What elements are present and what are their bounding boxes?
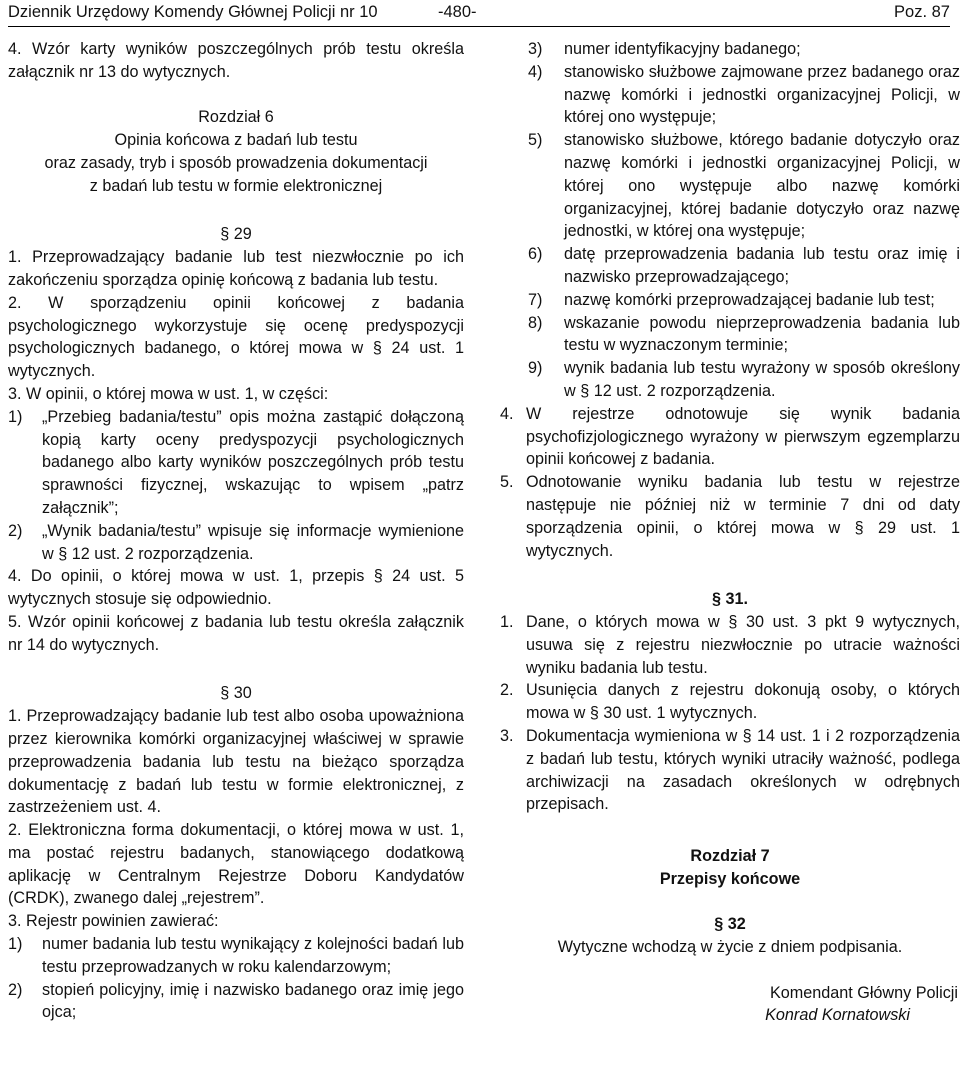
- list-item: 7) nazwę komórki przeprowadzającej badanie lub test;: [528, 290, 935, 309]
- page-number: -480-: [438, 3, 477, 21]
- paragraph: 5. Wzór opinii końcowej z badania lub testu określa załącznik nr 14 do wytycznych.: [8, 612, 464, 654]
- chapter-subtitle: Przepisy końcowe: [659, 869, 801, 888]
- journal-title: Dziennik Urzędowy Komendy Głównej Policji nr 10: [8, 3, 378, 21]
- paragraph: 2. Usunięcia danych z rejestru dokonują osoby, o których mowa w § 30 ust. 1 wytycznych.: [500, 681, 960, 723]
- list-item: 2) stopień policyjny, imię i nazwisko badanego oraz imię jego ojca;: [8, 980, 464, 1022]
- page-header: [8, 0, 950, 27]
- paragraph: 4. W rejestrze odnotowuje się wynik badania psychofizjologicznego wyrażony w pierwszym egzemplarzu opinii końcowej z badania.: [500, 404, 960, 469]
- section-heading: § 32: [714, 915, 746, 934]
- paragraph: 1. Przeprowadzający badanie lub test niezwłocznie po ich zakończeniu sporządza opinię końcową z badania lub testu.: [8, 248, 464, 289]
- paragraph: 4. Wzór karty wyników poszczególnych prób testu określa załącznik nr 13 do wytycznych.: [8, 40, 464, 81]
- paragraph: 3. Dokumentacja wymieniona w § 14 ust. 1 i 2 rozporządzenia z badań lub testu, których wyniki utraciły ważność, podlega archiwizacji na zasadach określonych w odrębnych przepisach.: [500, 726, 960, 814]
- chapter-subtitle: z badań lub testu w formie elektronicznej: [89, 176, 383, 195]
- right-column: [500, 38, 960, 1027]
- paragraph: 1. Przeprowadzający badanie lub test albo osoba upoważniona przez kierownika komórki organizacyjnej właściwej w sprawie przeprowadzenia badania lub testu na bieżąco sporządza dokumentację z badań lub testu w formie elektronicznej, z zastrzeżeniem ust. 4.: [8, 707, 464, 817]
- list-item: 1) „Przebieg badania/testu” opis można zastąpić dołączoną kopią karty oceny predyspozycji psychologicznych badanego albo karty wyników poszczególnych prób testu sprawności fizycznej, wskazując to wpisem „patrz załącznik”;: [8, 407, 464, 517]
- paragraph: 3. Rejestr powinien zawierać:: [8, 912, 219, 931]
- section-heading: § 31.: [711, 590, 748, 609]
- list-item: 8) wskazanie powodu nieprzeprowadzenia badania lub testu w wyznaczonym terminie;: [528, 313, 960, 355]
- list-item: 4) stanowisko służbowe zajmowane przez badanego oraz nazwę komórki i jednostki organizacyjnej Policji, w której ono występuje;: [528, 62, 960, 127]
- section-heading: § 29: [220, 225, 252, 244]
- paragraph: 2. Elektroniczna forma dokumentacji, o której mowa w ust. 1, ma postać rejestru badanych, stanowiącego dodatkową aplikację w Centralnym Rejestrze Doboru Kandydatów (CRDK), zwanego dalej „rejestrem”.: [8, 821, 464, 908]
- paragraph: 4. Do opinii, o której mowa w ust. 1, przepis § 24 ust. 5 wytycznych stosuje się odpowiednio.: [8, 567, 464, 609]
- signature-role: Komendant Główny Policji: [769, 983, 958, 1002]
- list-item: 5) stanowisko służbowe, którego badanie dotyczyło oraz nazwę komórki i jednostki organizacyjnej Policji, w której ono występuje albo nazwę komórki organizacyjnej, której badanie dotyczyło oraz nazwę jednostki, w której ona występuje;: [528, 131, 960, 241]
- paragraph: 5. Odnotowanie wyniku badania lub testu w rejestrze następuje nie później niż w terminie 7 dni od daty sporządzenia opinii, o której mowa w § 29 ust. 1 wytycznych.: [500, 473, 960, 560]
- left-column: [8, 38, 464, 1024]
- chapter-title: Rozdział 6: [198, 108, 274, 127]
- list-item: 2) „Wynik badania/testu” wpisuje się informacje wymienione w § 12 ust. 2 rozporządzenia.: [8, 521, 464, 563]
- paragraph: Wytyczne wchodzą w życie z dniem podpisania.: [557, 938, 903, 957]
- list-item: 3) numer identyfikacyjny badanego;: [528, 40, 801, 58]
- chapter-title: Rozdział 7: [690, 846, 770, 865]
- list-item: 6) datę przeprowadzenia badania lub testu oraz imię i nazwisko przeprowadzającego;: [528, 245, 960, 286]
- item-number: Poz. 87: [894, 3, 950, 21]
- chapter-subtitle: oraz zasady, tryb i sposób prowadzenia dokumentacji: [44, 153, 428, 172]
- paragraph: 1. Dane, o których mowa w § 30 ust. 3 pkt 9 wytycznych, usuwa się z rejestru niezwłocznie po utracie ważności wyniku badania lub testu.: [500, 612, 960, 677]
- chapter-subtitle: Opinia końcowa z badań lub testu: [114, 131, 358, 150]
- list-item: 1) numer badania lub testu wynikający z kolejności badań lub testu przeprowadzanych w roku kalendarzowym;: [8, 935, 464, 976]
- list-item: 9) wynik badania lub testu wyrażony w sposób określony w § 12 ust. 2 rozporządzenia.: [528, 359, 960, 400]
- section-heading: § 30: [220, 684, 252, 703]
- signature-name: Konrad Kornatowski: [765, 1006, 910, 1025]
- paragraph: 3. W opinii, o której mowa w ust. 1, w części:: [8, 384, 329, 403]
- paragraph: 2. W sporządzeniu opinii końcowej z badania psychologicznego wykorzystuje się ocenę predyspozycji psychologicznych badanego, o której mowa w § 24 ust. 1 wytycznych.: [8, 293, 464, 381]
